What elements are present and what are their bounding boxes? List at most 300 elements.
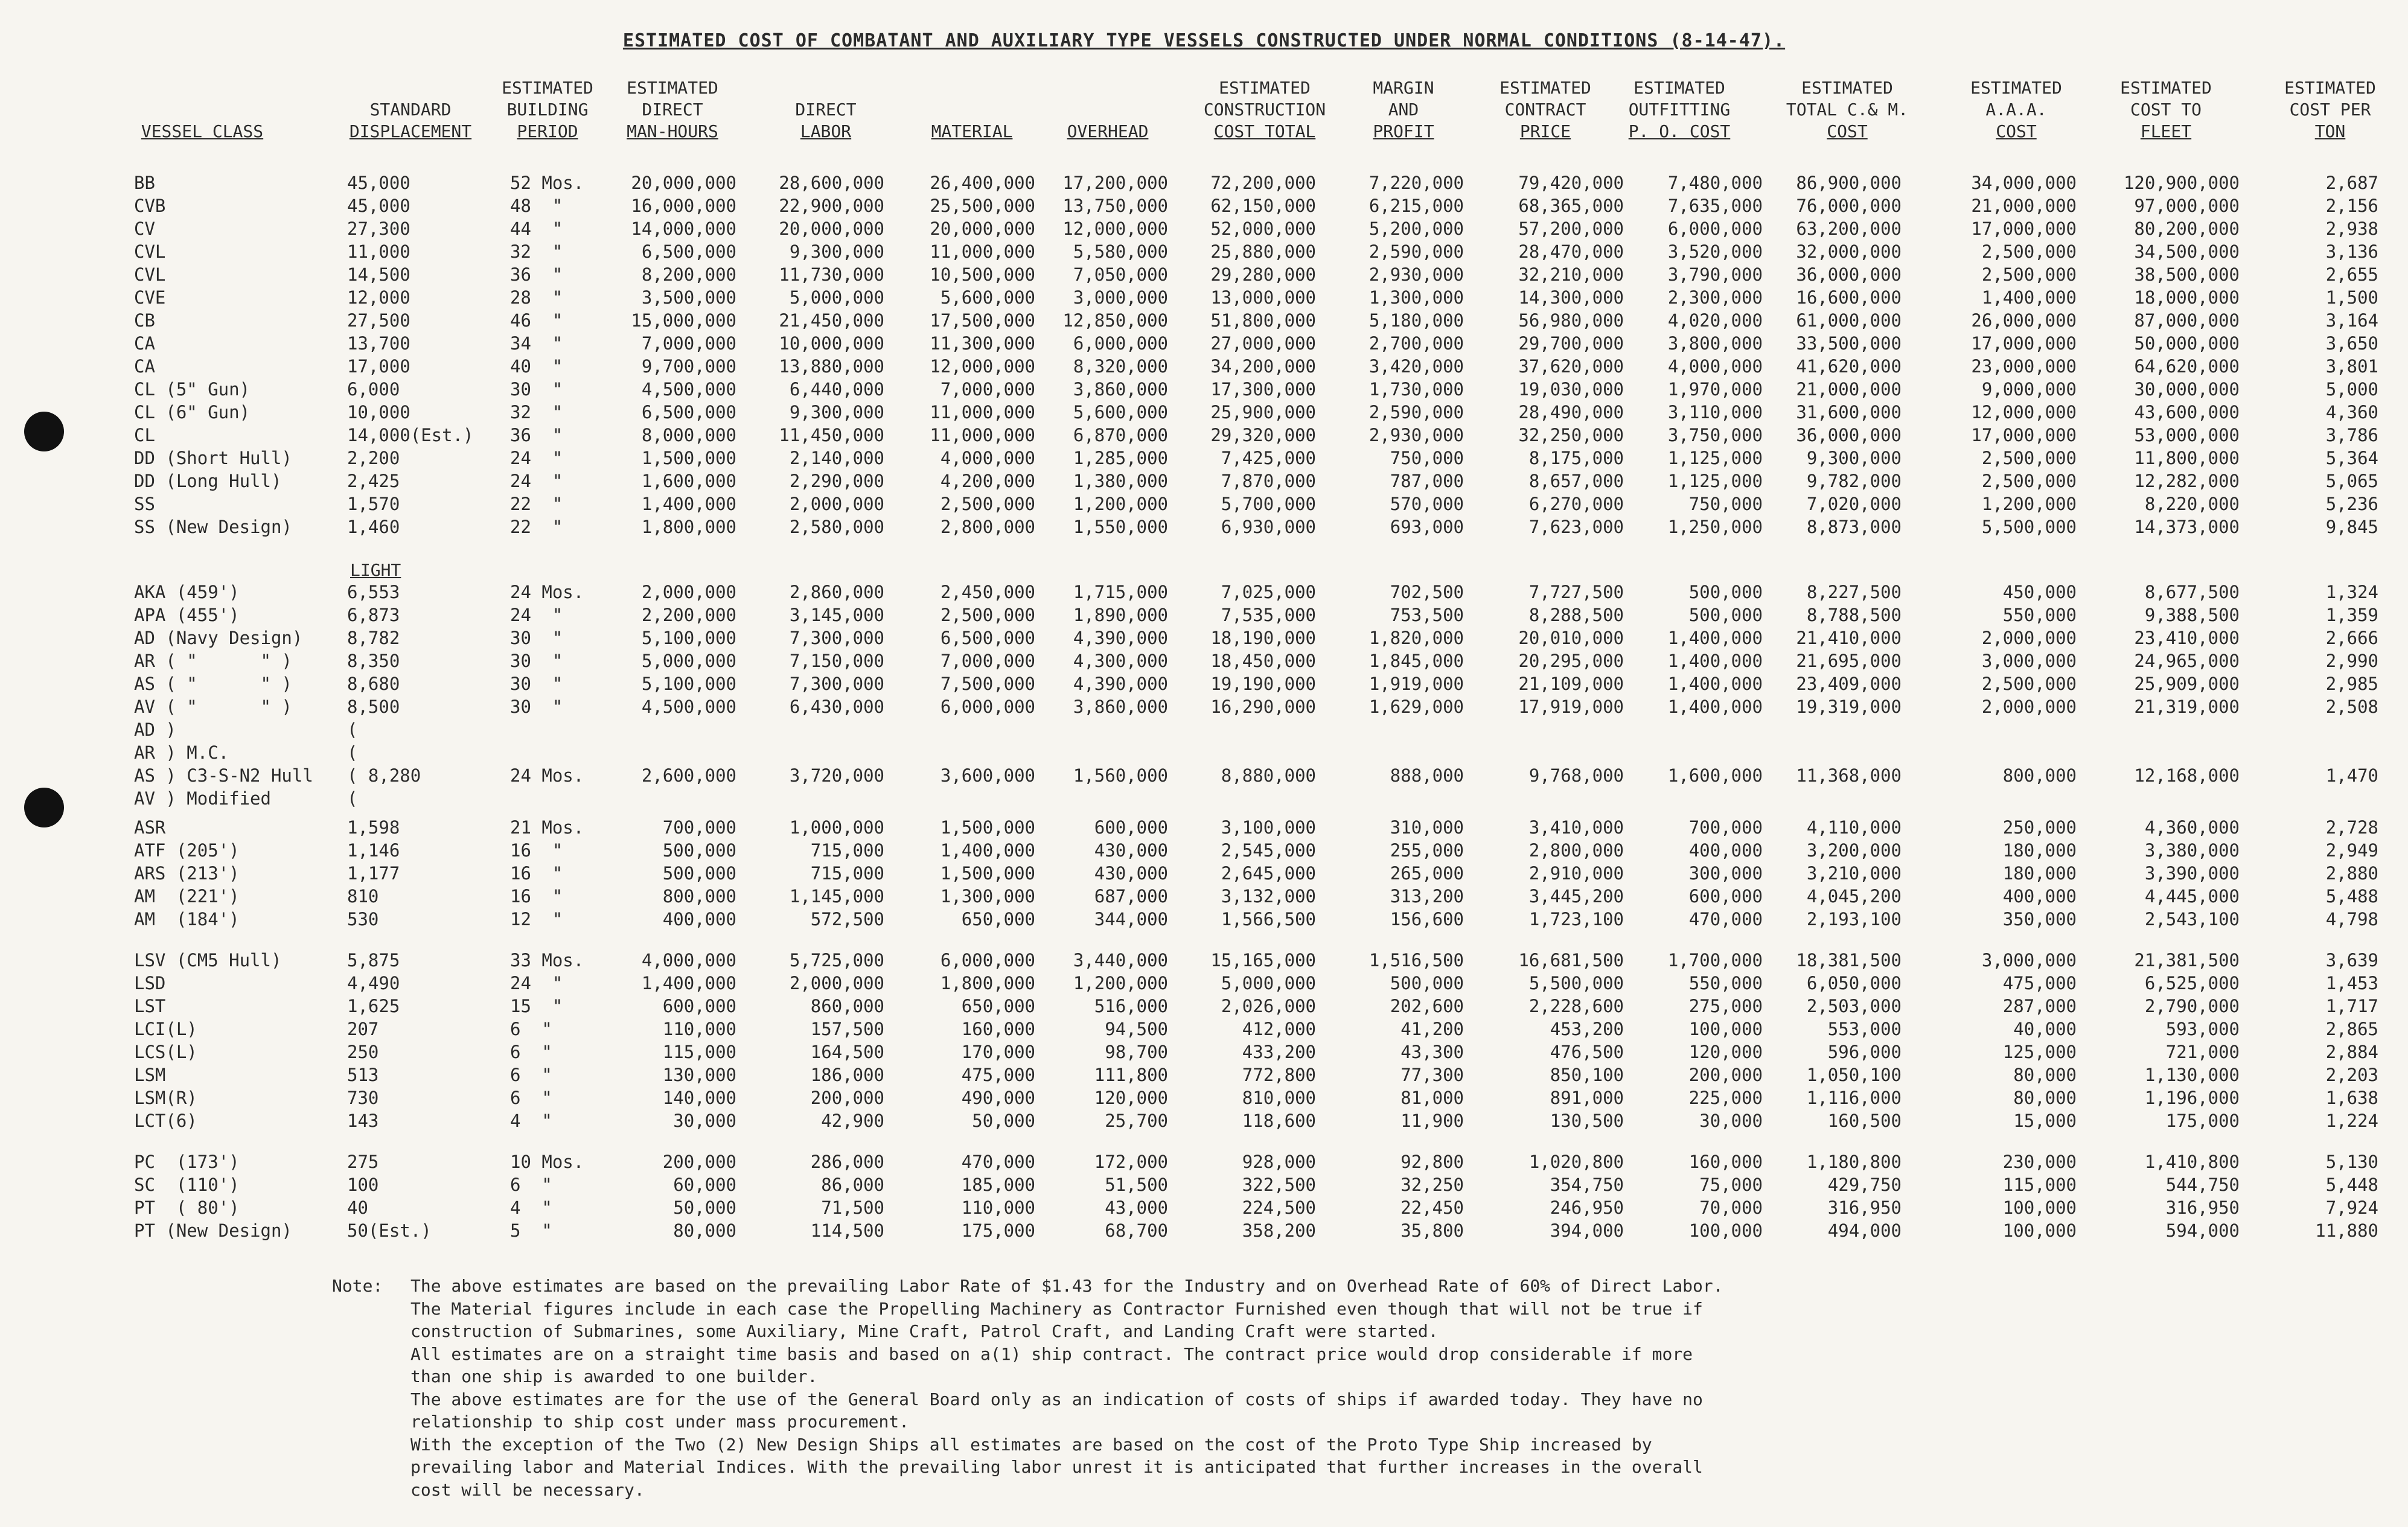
table-cell: 100,000 [2002,1220,2077,1241]
table-row [0,604,2408,626]
table-cell: 8,657,000 [1528,471,1624,491]
table-cell: 475,000 [2002,973,2077,993]
header-line: COST [1996,121,2037,141]
table-cell: 2,000,000 [1981,697,2077,717]
table-cell: 433,200 [1242,1042,1316,1062]
table-cell: LST [134,996,166,1016]
table-cell: 120,000 [1094,1088,1168,1108]
table-cell: 16 " [510,886,563,907]
table-cell: 157,500 [810,1019,884,1039]
table-cell: 2,508 [2325,697,2378,717]
table-cell: 1,919,000 [1368,674,1464,694]
table-cell: 7,020,000 [1806,494,1902,514]
table-cell: 9,000,000 [1981,379,2077,400]
table-cell: 2,500,000 [1981,241,2077,262]
header-line: AND [1388,100,1419,120]
table-cell: 180,000 [2002,863,2077,884]
note-line: prevailing labor and Material Indices. With the prevailing labor unrest it is anticipated that further increases in the overall [410,1457,1703,1477]
table-cell: 2,800,000 [940,517,1035,537]
table-cell: CL (5" Gun) [134,379,251,400]
table-row [0,885,2408,908]
table-cell: 1,400,000 [641,494,736,514]
table-cell: 810,000 [1242,1088,1316,1108]
table-cell: 60,000 [673,1175,736,1195]
table-cell: 2,290,000 [789,471,884,491]
table-cell: 1,410,800 [2144,1152,2240,1172]
table-cell: 4,500,000 [641,697,736,717]
header-line: ESTIMATED [2284,78,2376,98]
table-row [0,1110,2408,1132]
table-cell: 1,800,000 [641,517,736,537]
table-cell: 9,845 [2325,517,2378,537]
table-cell: 800,000 [662,886,736,907]
table-cell: 30 " [510,628,563,648]
table-cell: 7,000,000 [940,379,1035,400]
table-cell: 11,000,000 [930,402,1035,422]
table-cell: 13,700 [347,333,410,354]
table-cell: 1,890,000 [1073,605,1168,625]
table-cell: AS ) C3-S-N2 Hull [134,765,313,786]
table-cell: 1,400,000 [1667,628,1763,648]
table-cell: 3,800,000 [1667,333,1763,354]
table-row [0,1064,2408,1086]
table-cell: 7,025,000 [1221,582,1316,602]
table-cell: 57,200,000 [1518,218,1624,239]
table-cell: 2,938 [2325,218,2378,239]
table-cell: 1,146 [347,840,400,861]
table-cell: 1,145,000 [789,886,884,907]
table-cell: ASR [134,817,166,838]
table-cell: CL [134,425,155,445]
table-cell: 24 " [510,448,563,468]
table-cell: 513 [347,1065,379,1085]
table-cell: 1,600,000 [641,471,736,491]
table-cell: 50(Est.) [347,1220,432,1241]
table-cell: 50,000 [972,1111,1035,1131]
table-cell: 36 " [510,425,563,445]
table-cell: DD (Short Hull) [134,448,292,468]
table-cell: 8,220,000 [2144,494,2240,514]
table-cell: 98,700 [1105,1042,1168,1062]
table-cell: 3,000,000 [1981,651,2077,671]
table-cell: 8,788,500 [1806,605,1902,625]
table-cell: 721,000 [2165,1042,2240,1062]
table-cell: AM (221') [134,886,240,907]
table-cell: 9,768,000 [1528,765,1624,786]
table-cell: 40 " [510,356,563,377]
table-cell: 3,860,000 [1073,379,1168,400]
table-cell: 2,500,000 [1981,448,2077,468]
table-cell: 1,130,000 [2144,1065,2240,1085]
header-line: COST [1827,121,1868,141]
table-cell: 2,790,000 [2144,996,2240,1016]
table-cell: 1,516,500 [1368,950,1464,971]
table-cell: 6 " [510,1175,552,1195]
table-cell: 453,200 [1550,1019,1624,1039]
table-cell: 36 " [510,264,563,285]
table-cell: 4 " [510,1197,552,1218]
note-line: cost will be necessary. [410,1479,645,1500]
table-cell: 41,200 [1400,1019,1464,1039]
table-cell: 38,500,000 [2134,264,2240,285]
table-row [0,788,2408,810]
table-cell: 32,250,000 [1518,425,1624,445]
column-header [1757,77,1938,142]
header-line: PERIOD [517,121,578,141]
table-cell: 10 Mos. [510,1152,584,1172]
table-row [0,742,2408,764]
table-cell: 2,700,000 [1368,333,1464,354]
table-cell: 286,000 [810,1152,884,1172]
table-cell: 72,200,000 [1210,173,1316,193]
table-cell: 1,560,000 [1073,765,1168,786]
table-cell: 1,723,100 [1528,909,1624,929]
table-cell: 16,000,000 [631,196,736,216]
table-cell: 9,300,000 [1806,448,1902,468]
table-cell: 8,880,000 [1221,765,1316,786]
table-cell: 20,010,000 [1518,628,1624,648]
table-cell: 20,000,000 [779,218,884,239]
note-label: Note: [332,1276,383,1296]
table-cell: AM (184') [134,909,240,929]
table-cell: 2,500,000 [940,605,1035,625]
table-cell: LSM(R) [134,1088,197,1108]
table-cell: 1,400,000 [1667,697,1763,717]
table-cell: 45,000 [347,196,410,216]
table-cell: 13,750,000 [1062,196,1168,216]
table-cell: 1,730,000 [1368,379,1464,400]
table-cell: 3,420,000 [1368,356,1464,377]
table-cell: 14,300,000 [1518,287,1624,308]
table-cell: 33 Mos. [510,950,584,971]
column-header [2075,77,2256,142]
table-cell: ( [347,788,358,809]
table-cell: ( [347,719,358,740]
table-cell: 470,000 [1688,909,1763,929]
table-cell: 3,210,000 [1806,863,1902,884]
table-cell: LSD [134,973,166,993]
table-cell: AS ( " " ) [134,674,292,694]
table-row [0,862,2408,885]
table-row [0,765,2408,787]
table-cell: 172,000 [1094,1152,1168,1172]
table-cell: 2,600,000 [641,765,736,786]
table-cell: 24 Mos. [510,765,584,786]
table-cell: 26,400,000 [930,173,1035,193]
table-cell: 71,500 [821,1197,884,1218]
table-cell: 2,500,000 [1981,471,2077,491]
table-cell: 1,180,800 [1806,1152,1902,1172]
header-line: DISPLACEMENT [349,121,472,141]
table-cell: 92,800 [1400,1152,1464,1172]
header-line: FLEET [2140,121,2192,141]
note-line: The above estimates are based on the prevailing Labor Rate of $1.43 for the Industry and on Overhead Rate of 60% of Direct Labor. [410,1276,1723,1296]
table-cell: 16,600,000 [1796,287,1902,308]
table-cell: 928,000 [1242,1152,1316,1172]
table-row [0,516,2408,538]
table-cell: 86,900,000 [1796,173,1902,193]
table-cell: 2,425 [347,471,400,491]
table-cell: 476,500 [1550,1042,1624,1062]
table-cell: 1,116,000 [1806,1088,1902,1108]
table-cell: 62,150,000 [1210,196,1316,216]
table-cell: LCT(6) [134,1111,197,1131]
table-row [0,1041,2408,1063]
table-cell: 80,000 [673,1220,736,1241]
header-line: STANDARD [369,100,452,120]
table-cell: 2,860,000 [789,582,884,602]
table-cell: 14,000,000 [631,218,736,239]
table-cell: 7,425,000 [1221,448,1316,468]
table-cell: 53,000,000 [2134,425,2240,445]
header-line: OUTFITTING [1628,100,1731,120]
table-cell: ( 8,280 [347,765,421,786]
table-cell: 6,525,000 [2144,973,2240,993]
table-cell: 2,949 [2325,840,2378,861]
table-cell: 36,000,000 [1796,425,1902,445]
table-cell: 2,580,000 [789,517,884,537]
table-cell: 1,629,000 [1368,697,1464,717]
table-cell: 5,700,000 [1221,494,1316,514]
table-cell: 18,450,000 [1210,651,1316,671]
table-cell: 344,000 [1094,909,1168,929]
table-cell: 6 " [510,1042,552,1062]
table-cell: 1,400,000 [1667,674,1763,694]
table-cell: 8,175,000 [1528,448,1624,468]
table-row [0,1197,2408,1219]
table-cell: 1,250,000 [1667,517,1763,537]
header-line: TON [2314,121,2346,141]
table-cell: 32,210,000 [1518,264,1624,285]
table-cell: SS [134,494,155,514]
header-line: DIRECT [642,100,703,120]
table-cell: 11,730,000 [779,264,884,285]
table-cell: 28,490,000 [1518,402,1624,422]
table-cell: 5,725,000 [789,950,884,971]
column-header [1589,77,1770,142]
table-cell: 600,000 [1094,817,1168,838]
header-line: VESSEL CLASS [141,121,264,141]
table-cell: 200,000 [662,1152,736,1172]
table-cell: 12,850,000 [1062,310,1168,331]
table-cell: 4,360 [2325,402,2378,422]
table-cell: 265,000 [1390,863,1464,884]
table-cell: 3,380,000 [2144,840,2240,861]
table-cell: 6,430,000 [789,697,884,717]
table-row [0,949,2408,972]
table-cell: AD ) [134,719,176,740]
table-cell: 8,873,000 [1806,517,1902,537]
table-cell: 693,000 [1390,517,1464,537]
table-cell: 2,645,000 [1221,863,1316,884]
table-cell: 20,000,000 [631,173,736,193]
table-cell: 3,520,000 [1667,241,1763,262]
table-cell: ( [347,742,358,763]
table-cell: 9,700,000 [641,356,736,377]
table-row [0,310,2408,332]
table-row [0,650,2408,672]
note-line: The Material figures include in each case the Propelling Machinery as Contractor Furnished even though that will not be true if [410,1298,1703,1319]
table-cell: 21 Mos. [510,817,584,838]
table-cell: 3,100,000 [1221,817,1316,838]
table-cell: 400,000 [2002,886,2077,907]
table-cell: 15,165,000 [1210,950,1316,971]
table-cell: 1,300,000 [1368,287,1464,308]
table-cell: 100,000 [1688,1220,1763,1241]
table-cell: 43,000 [1105,1197,1168,1218]
table-cell: 11,368,000 [1796,765,1902,786]
header-line: ESTIMATED [2120,78,2212,98]
table-cell: 3,136 [2325,241,2378,262]
header-line: ESTIMATED [1970,78,2062,98]
table-cell: 11,450,000 [779,425,884,445]
table-cell: 16,290,000 [1210,697,1316,717]
table-cell: 430,000 [1094,840,1168,861]
table-cell: 80,000 [2013,1065,2077,1085]
note-line: relationship to ship cost under mass procurement. [410,1412,910,1432]
table-cell: 6,000,000 [940,697,1035,717]
table-cell: 2,985 [2325,674,2378,694]
header-line: ESTIMATED [1219,78,1311,98]
table-cell: SS (New Design) [134,517,292,537]
table-cell: ATF (205') [134,840,240,861]
column-header [2240,77,2408,142]
table-row [0,627,2408,649]
header-line: COST TOTAL [1213,121,1316,141]
table-cell: 20,000,000 [930,218,1035,239]
table-cell: 572,500 [810,909,884,929]
table-cell: CVL [134,241,166,262]
table-cell: 24,965,000 [2134,651,2240,671]
table-cell: 7,623,000 [1528,517,1624,537]
table-cell: 3,750,000 [1667,425,1763,445]
table-cell: 26,000,000 [1971,310,2077,331]
table-cell: 8,500 [347,697,400,717]
table-cell: 1,200,000 [1073,973,1168,993]
table-cell: 156,600 [1390,909,1464,929]
table-cell: 2,990 [2325,651,2378,671]
table-row [0,287,2408,309]
table-cell: 120,000 [1688,1042,1763,1062]
table-cell: 412,000 [1242,1019,1316,1039]
table-cell: 17,919,000 [1518,697,1624,717]
table-row [0,447,2408,470]
note-line: All estimates are on a straight time basis and based on a(1) ship contract. The contract price would drop considerable if more [410,1344,1693,1364]
table-cell: 4,490 [347,973,400,993]
table-row [0,493,2408,515]
table-cell: 22,450 [1400,1197,1464,1218]
table-cell: 772,800 [1242,1065,1316,1085]
table-cell: PT ( 80') [134,1197,240,1218]
table-cell: 1,177 [347,863,400,884]
table-cell: 700,000 [662,817,736,838]
table-cell: 6 " [510,1088,552,1108]
table-cell: 394,000 [1550,1220,1624,1241]
table-cell: 48 " [510,196,563,216]
table-cell: 700,000 [1688,817,1763,838]
table-cell: 44 " [510,218,563,239]
table-cell: 5 " [510,1220,552,1241]
table-cell: 8,320,000 [1073,356,1168,377]
table-cell: 30,000,000 [2134,379,2240,400]
table-cell: 2,865 [2325,1019,2378,1039]
table-cell: 21,000,000 [1796,379,1902,400]
table-cell: 1,800,000 [940,973,1035,993]
table-cell: 46 " [510,310,563,331]
table-cell: 200,000 [810,1088,884,1108]
table-cell: 35,800 [1400,1220,1464,1241]
table-cell: 9,782,000 [1806,471,1902,491]
table-row [0,696,2408,718]
table-cell: 43,600,000 [2134,402,2240,422]
table-cell: 200,000 [1688,1065,1763,1085]
table-cell: 25,880,000 [1210,241,1316,262]
table-cell: 21,000,000 [1971,196,2077,216]
table-cell: LCI(L) [134,1019,197,1039]
table-cell: 4,445,000 [2144,886,2240,907]
table-cell: 1,285,000 [1073,448,1168,468]
table-cell: 2,687 [2325,173,2378,193]
table-cell: 100,000 [1688,1019,1763,1039]
table-cell: 1,400,000 [1981,287,2077,308]
table-cell: 600,000 [1688,886,1763,907]
column-header [112,121,293,142]
table-cell: 25,909,000 [2134,674,2240,694]
table-cell: 2,000,000 [1981,628,2077,648]
table-cell: 2,000,000 [789,494,884,514]
table-cell: 3,410,000 [1528,817,1624,838]
table-cell: 50,000 [673,1197,736,1218]
table-cell: 810 [347,886,379,907]
table-row [0,1087,2408,1109]
table-row [0,1018,2408,1041]
table-cell: 1,570 [347,494,400,514]
table-cell: 125,000 [2002,1042,2077,1062]
table-cell: 17,300,000 [1210,379,1316,400]
table-cell: 23,409,000 [1796,674,1902,694]
table-cell: 37,620,000 [1518,356,1624,377]
table-cell: 3,200,000 [1806,840,1902,861]
table-cell: 36,000,000 [1796,264,1902,285]
table-cell: 2,543,100 [2144,909,2240,929]
table-cell: 1,400,000 [641,973,736,993]
table-row [0,972,2408,995]
table-cell: 500,000 [1688,605,1763,625]
table-cell: 80,000 [2013,1088,2077,1108]
table-cell: 28 " [510,287,563,308]
table-cell: 7,500,000 [940,674,1035,694]
header-line: LABOR [800,121,852,141]
table-cell: 594,000 [2165,1220,2240,1241]
table-cell: 17,000,000 [1971,218,2077,239]
table-cell: 6,050,000 [1806,973,1902,993]
table-cell: 21,319,000 [2134,697,2240,717]
table-row [0,470,2408,493]
table-cell: 1,359 [2325,605,2378,625]
table-cell: 160,000 [1688,1152,1763,1172]
table-cell: 4,300,000 [1073,651,1168,671]
header-line: CONSTRUCTION [1203,100,1326,120]
table-cell: 715,000 [810,840,884,861]
table-cell: 3,000,000 [1073,287,1168,308]
table-cell: 3,639 [2325,950,2378,971]
table-cell: 17,000 [347,356,410,377]
table-cell: 21,381,500 [2134,950,2240,971]
table-cell: CL (6" Gun) [134,402,251,422]
table-cell: 6,270,000 [1528,494,1624,514]
table-cell: 1,324 [2325,582,2378,602]
table-cell: 316,950 [2165,1197,2240,1218]
